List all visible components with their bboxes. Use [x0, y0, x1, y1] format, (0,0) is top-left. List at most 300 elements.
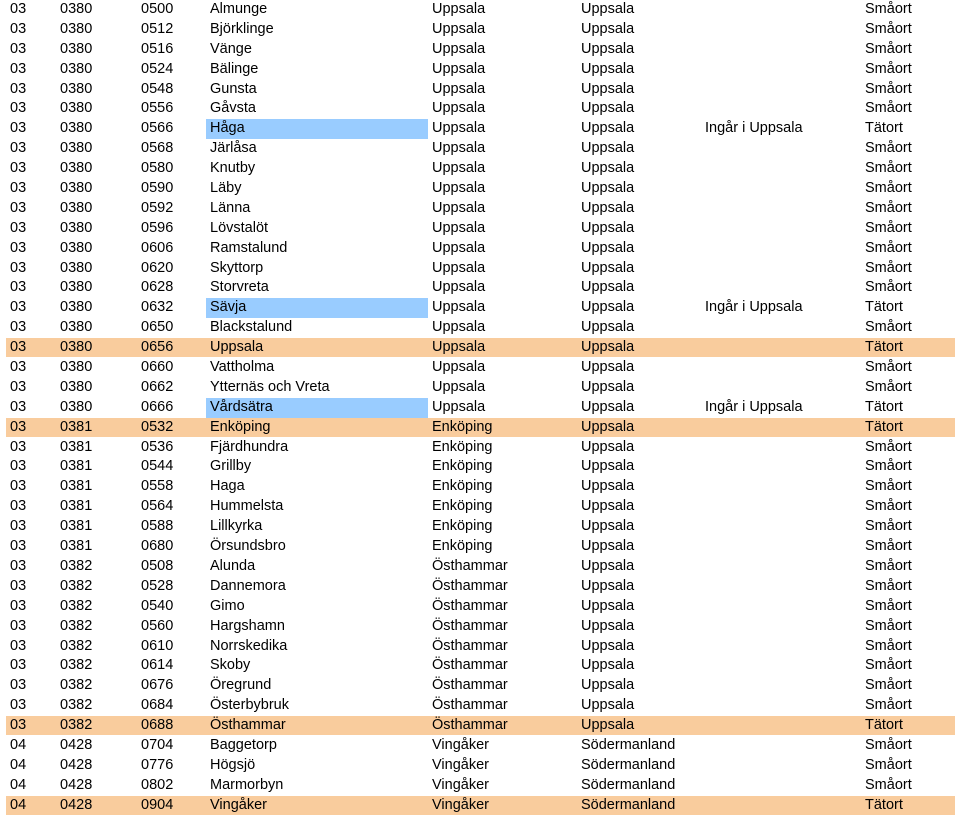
locality-type-cell: Tätort: [865, 418, 903, 435]
table-row: [0, 239, 960, 259]
table-row: [0, 20, 960, 40]
locality-name-cell: Vårdsätra: [206, 398, 428, 418]
municipality-name-cell: Enköping: [432, 438, 493, 455]
lan-code-cell: 03: [10, 498, 27, 515]
table-row: [0, 577, 960, 597]
note-cell: Ingår i Uppsala: [705, 120, 803, 137]
municipality-name-cell: Uppsala: [432, 100, 486, 117]
table-row: [6, 338, 955, 358]
municipality-name-cell: Östhammar: [432, 657, 508, 674]
locality-code-cell: 0676: [141, 677, 174, 694]
municipality-code-cell: 0382: [60, 637, 93, 654]
table-row: [0, 179, 960, 199]
locality-code-cell: 0512: [141, 20, 174, 37]
county-name-cell: Södermanland: [581, 776, 676, 793]
locality-type-cell: Småort: [865, 319, 912, 336]
municipality-code-cell: 0380: [60, 180, 93, 197]
county-name-cell: Uppsala: [581, 40, 635, 57]
lan-code-cell: 03: [10, 597, 27, 614]
locality-type-cell: Småort: [865, 60, 912, 77]
municipality-code-cell: 0380: [60, 1, 93, 17]
locality-code-cell: 0536: [141, 438, 174, 455]
table-row: [0, 159, 960, 179]
county-name-cell: Uppsala: [581, 1, 635, 17]
locality-code-cell: 0656: [141, 339, 174, 356]
lan-code-cell: 03: [10, 180, 27, 197]
lan-code-cell: 03: [10, 617, 27, 634]
locality-name-cell: Fjärdhundra: [210, 438, 289, 455]
municipality-name-cell: Östhammar: [432, 577, 508, 594]
municipality-name-cell: Enköping: [432, 458, 493, 475]
county-name-cell: Uppsala: [581, 418, 635, 435]
locality-name-cell: Blackstalund: [210, 319, 293, 336]
locality-name-cell: Björklinge: [210, 20, 274, 37]
locality-code-cell: 0628: [141, 279, 174, 296]
county-name-cell: Uppsala: [581, 577, 635, 594]
county-name-cell: Uppsala: [581, 557, 635, 574]
lan-code-cell: 03: [10, 577, 27, 594]
locality-code-cell: 0524: [141, 60, 174, 77]
table-row: [0, 199, 960, 219]
county-name-cell: Uppsala: [581, 717, 635, 734]
table-row: [0, 557, 960, 577]
lan-code-cell: 03: [10, 359, 27, 376]
locality-type-cell: Småort: [865, 736, 912, 753]
table-row: [0, 497, 960, 517]
county-name-cell: Uppsala: [581, 60, 635, 77]
locality-type-cell: Tätort: [865, 796, 903, 813]
lan-code-cell: 03: [10, 239, 27, 256]
municipality-name-cell: Östhammar: [432, 617, 508, 634]
table-row: [0, 278, 960, 298]
table-row: [0, 40, 960, 60]
municipality-code-cell: 0380: [60, 160, 93, 177]
locality-type-cell: Småort: [865, 279, 912, 296]
locality-code-cell: 0620: [141, 259, 174, 276]
locality-name-cell: Gimo: [210, 597, 245, 614]
locality-type-cell: Småort: [865, 438, 912, 455]
locality-type-cell: Småort: [865, 498, 912, 515]
municipality-code-cell: 0380: [60, 20, 93, 37]
municipality-code-cell: 0428: [60, 776, 93, 793]
municipality-code-cell: 0381: [60, 498, 93, 515]
municipality-code-cell: 0380: [60, 100, 93, 117]
locality-name-cell: Örsundsbro: [210, 538, 286, 555]
locality-name-cell: Knutby: [210, 160, 256, 177]
municipality-code-cell: 0382: [60, 557, 93, 574]
lan-code-cell: 03: [10, 20, 27, 37]
locality-name-cell: Enköping: [210, 418, 271, 435]
locality-type-cell: Småort: [865, 538, 912, 555]
municipality-name-cell: Östhammar: [432, 597, 508, 614]
lan-code-cell: 03: [10, 458, 27, 475]
municipality-code-cell: 0380: [60, 378, 93, 395]
municipality-name-cell: Uppsala: [432, 378, 486, 395]
municipality-code-cell: 0382: [60, 617, 93, 634]
lan-code-cell: 03: [10, 279, 27, 296]
locality-type-cell: Småort: [865, 199, 912, 216]
locality-type-cell: Tätort: [865, 299, 903, 316]
locality-code-cell: 0580: [141, 160, 174, 177]
county-name-cell: Uppsala: [581, 697, 635, 714]
lan-code-cell: 03: [10, 697, 27, 714]
municipality-name-cell: Östhammar: [432, 637, 508, 654]
municipality-name-cell: Enköping: [432, 418, 493, 435]
locality-code-cell: 0610: [141, 637, 174, 654]
municipality-code-cell: 0382: [60, 597, 93, 614]
lan-code-cell: 03: [10, 518, 27, 535]
county-name-cell: Uppsala: [581, 498, 635, 515]
lan-code-cell: 03: [10, 40, 27, 57]
lan-code-cell: 03: [10, 80, 27, 97]
locality-name-cell: Dannemora: [210, 577, 286, 594]
locality-name-cell: Öregrund: [210, 677, 272, 694]
table-row: [0, 676, 960, 696]
table-row: [0, 378, 960, 398]
county-name-cell: Uppsala: [581, 219, 635, 236]
lan-code-cell: 03: [10, 557, 27, 574]
county-name-cell: Uppsala: [581, 319, 635, 336]
locality-name-cell: Marmorbyn: [210, 776, 284, 793]
table-row: [0, 736, 960, 756]
locality-code-cell: 0500: [141, 1, 174, 17]
municipality-code-cell: 0381: [60, 418, 93, 435]
locality-name-cell: Lövstalöt: [210, 219, 269, 236]
municipality-code-cell: 0382: [60, 677, 93, 694]
note-cell: Ingår i Uppsala: [705, 398, 803, 415]
locality-name-cell: Gunsta: [210, 80, 257, 97]
table-row: [0, 358, 960, 378]
municipality-code-cell: 0380: [60, 339, 93, 356]
municipality-name-cell: Vingåker: [432, 796, 489, 813]
locality-type-cell: Tätort: [865, 339, 903, 356]
county-name-cell: Uppsala: [581, 80, 635, 97]
municipality-name-cell: Enköping: [432, 478, 493, 495]
locality-type-cell: Småort: [865, 518, 912, 535]
county-name-cell: Södermanland: [581, 736, 676, 753]
table-row: [0, 637, 960, 657]
locality-code-cell: 0528: [141, 577, 174, 594]
municipality-code-cell: 0428: [60, 736, 93, 753]
locality-type-cell: Småort: [865, 637, 912, 654]
municipality-name-cell: Uppsala: [432, 60, 486, 77]
municipality-name-cell: Uppsala: [432, 120, 486, 137]
locality-code-cell: 0776: [141, 756, 174, 773]
municipality-code-cell: 0380: [60, 299, 93, 316]
locality-name-cell: Håga: [206, 119, 428, 139]
locality-type-cell: Småort: [865, 359, 912, 376]
table-row: [0, 139, 960, 159]
municipality-name-cell: Uppsala: [432, 359, 486, 376]
table-row: [0, 656, 960, 676]
municipality-name-cell: Vingåker: [432, 756, 489, 773]
lan-code-cell: 03: [10, 319, 27, 336]
locality-type-cell: Småort: [865, 20, 912, 37]
municipality-code-cell: 0380: [60, 80, 93, 97]
lan-code-cell: 03: [10, 199, 27, 216]
locality-code-cell: 0680: [141, 538, 174, 555]
locality-name-cell: Vattholma: [210, 359, 275, 376]
municipality-code-cell: 0381: [60, 478, 93, 495]
municipality-name-cell: Uppsala: [432, 80, 486, 97]
lan-code-cell: 03: [10, 299, 27, 316]
municipality-name-cell: Östhammar: [432, 717, 508, 734]
municipality-name-cell: Uppsala: [432, 259, 486, 276]
county-name-cell: Uppsala: [581, 100, 635, 117]
county-name-cell: Uppsala: [581, 518, 635, 535]
county-name-cell: Uppsala: [581, 597, 635, 614]
lan-code-cell: 03: [10, 378, 27, 395]
locality-code-cell: 0590: [141, 180, 174, 197]
county-name-cell: Uppsala: [581, 20, 635, 37]
lan-code-cell: 03: [10, 60, 27, 77]
locality-type-cell: Småort: [865, 100, 912, 117]
county-name-cell: Uppsala: [581, 458, 635, 475]
locality-code-cell: 0544: [141, 458, 174, 475]
locality-type-cell: Småort: [865, 40, 912, 57]
locality-code-cell: 0588: [141, 518, 174, 535]
lan-code-cell: 03: [10, 677, 27, 694]
locality-code-cell: 0662: [141, 378, 174, 395]
county-name-cell: Uppsala: [581, 259, 635, 276]
municipality-code-cell: 0380: [60, 120, 93, 137]
lan-code-cell: 03: [10, 339, 27, 356]
table-row: [0, 298, 960, 318]
locality-type-cell: Småort: [865, 239, 912, 256]
locality-code-cell: 0650: [141, 319, 174, 336]
locality-name-cell: Ytternäs och Vreta: [210, 378, 330, 395]
table-row: [0, 0, 960, 20]
table-row: [0, 318, 960, 338]
municipality-name-cell: Vingåker: [432, 776, 489, 793]
locality-name-cell: Almunge: [210, 1, 268, 17]
locality-name-cell: Skyttorp: [210, 259, 264, 276]
locality-type-cell: Småort: [865, 557, 912, 574]
municipality-name-cell: Uppsala: [432, 219, 486, 236]
municipality-code-cell: 0380: [60, 319, 93, 336]
municipality-name-cell: Östhammar: [432, 697, 508, 714]
locality-code-cell: 0666: [141, 398, 174, 415]
municipality-code-cell: 0381: [60, 438, 93, 455]
table-row: [0, 99, 960, 119]
lan-code-cell: 04: [10, 756, 27, 773]
municipality-code-cell: 0380: [60, 279, 93, 296]
county-name-cell: Uppsala: [581, 299, 635, 316]
table-row: [0, 537, 960, 557]
table-row: [0, 219, 960, 239]
municipality-name-cell: Uppsala: [432, 299, 486, 316]
municipality-name-cell: Östhammar: [432, 677, 508, 694]
county-name-cell: Uppsala: [581, 677, 635, 694]
municipality-code-cell: 0382: [60, 697, 93, 714]
table-row: [6, 418, 955, 438]
locality-type-cell: Tätort: [865, 120, 903, 137]
municipality-name-cell: Östhammar: [432, 557, 508, 574]
table-row: [0, 696, 960, 716]
locality-name-cell: Skoby: [210, 657, 251, 674]
locality-code-cell: 0660: [141, 359, 174, 376]
locality-type-cell: Småort: [865, 756, 912, 773]
municipality-code-cell: 0380: [60, 219, 93, 236]
lan-code-cell: 03: [10, 418, 27, 435]
county-name-cell: Uppsala: [581, 617, 635, 634]
table-row: [0, 617, 960, 637]
locality-code-cell: 0614: [141, 657, 174, 674]
lan-code-cell: 03: [10, 160, 27, 177]
municipality-code-cell: 0381: [60, 538, 93, 555]
locality-code-cell: 0632: [141, 299, 174, 316]
lan-code-cell: 03: [10, 100, 27, 117]
county-name-cell: Uppsala: [581, 478, 635, 495]
municipality-code-cell: 0380: [60, 359, 93, 376]
lan-code-cell: 03: [10, 438, 27, 455]
county-name-cell: Uppsala: [581, 398, 635, 415]
municipality-name-cell: Enköping: [432, 518, 493, 535]
table-row: [0, 517, 960, 537]
locality-type-cell: Småort: [865, 140, 912, 157]
locality-code-cell: 0556: [141, 100, 174, 117]
locality-type-cell: Småort: [865, 160, 912, 177]
locality-code-cell: 0540: [141, 597, 174, 614]
lan-code-cell: 03: [10, 398, 27, 415]
lan-code-cell: 03: [10, 219, 27, 236]
locality-code-cell: 0566: [141, 120, 174, 137]
locality-name-cell: Järlåsa: [210, 140, 257, 157]
locality-code-cell: 0508: [141, 557, 174, 574]
municipality-name-cell: Uppsala: [432, 398, 486, 415]
municipality-name-cell: Uppsala: [432, 279, 486, 296]
locality-type-cell: Småort: [865, 219, 912, 236]
lan-code-cell: 04: [10, 736, 27, 753]
table-row: [0, 119, 960, 139]
municipality-name-cell: Enköping: [432, 498, 493, 515]
table-row: [0, 597, 960, 617]
municipality-name-cell: Uppsala: [432, 160, 486, 177]
lan-code-cell: 03: [10, 538, 27, 555]
county-name-cell: Uppsala: [581, 657, 635, 674]
table-row: [0, 259, 960, 279]
county-name-cell: Uppsala: [581, 140, 635, 157]
municipality-code-cell: 0382: [60, 577, 93, 594]
municipality-code-cell: 0380: [60, 259, 93, 276]
municipality-code-cell: 0380: [60, 239, 93, 256]
locality-name-cell: Uppsala: [210, 339, 264, 356]
locality-code-cell: 0606: [141, 239, 174, 256]
municipality-code-cell: 0382: [60, 717, 93, 734]
lan-code-cell: 04: [10, 796, 27, 813]
table-row: [0, 477, 960, 497]
municipality-code-cell: 0428: [60, 756, 93, 773]
county-name-cell: Uppsala: [581, 199, 635, 216]
municipality-code-cell: 0381: [60, 518, 93, 535]
locality-code-cell: 0568: [141, 140, 174, 157]
locality-name-cell: Bälinge: [210, 60, 259, 77]
table-row: [0, 776, 960, 796]
locality-name-cell: Haga: [210, 478, 245, 495]
locality-name-cell: Vingåker: [210, 796, 267, 813]
municipality-name-cell: Uppsala: [432, 40, 486, 57]
table-row: [0, 398, 960, 418]
table-row: [0, 756, 960, 776]
locality-name-cell: Österbybruk: [210, 697, 289, 714]
municipality-name-cell: Vingåker: [432, 736, 489, 753]
locality-type-cell: Småort: [865, 597, 912, 614]
locality-name-cell: Lillkyrka: [210, 518, 263, 535]
locality-name-cell: Länna: [210, 199, 251, 216]
county-name-cell: Uppsala: [581, 180, 635, 197]
locality-name-cell: Hummelsta: [210, 498, 284, 515]
locality-type-cell: Småort: [865, 657, 912, 674]
locality-name-cell: Gåvsta: [210, 100, 256, 117]
table-row: [0, 457, 960, 477]
lan-code-cell: 03: [10, 1, 27, 17]
locality-code-cell: 0592: [141, 199, 174, 216]
table-row: [6, 716, 955, 736]
locality-code-cell: 0802: [141, 776, 174, 793]
municipality-name-cell: Uppsala: [432, 1, 486, 17]
county-name-cell: Södermanland: [581, 796, 676, 813]
locality-name-cell: Ramstalund: [210, 239, 288, 256]
municipality-code-cell: 0381: [60, 458, 93, 475]
table-row: [0, 438, 960, 458]
locality-code-cell: 0558: [141, 478, 174, 495]
locality-code-cell: 0596: [141, 219, 174, 236]
locality-code-cell: 0532: [141, 418, 174, 435]
note-cell: Ingår i Uppsala: [705, 299, 803, 316]
locality-code-cell: 0904: [141, 796, 174, 813]
county-name-cell: Uppsala: [581, 378, 635, 395]
municipality-name-cell: Enköping: [432, 538, 493, 555]
locality-type-cell: Småort: [865, 478, 912, 495]
locality-type-cell: Småort: [865, 577, 912, 594]
table-row: [0, 60, 960, 80]
lan-code-cell: 03: [10, 140, 27, 157]
municipality-code-cell: 0380: [60, 140, 93, 157]
locality-code-cell: 0684: [141, 697, 174, 714]
locality-type-cell: Småort: [865, 677, 912, 694]
county-name-cell: Uppsala: [581, 359, 635, 376]
lan-code-cell: 03: [10, 637, 27, 654]
lan-code-cell: 03: [10, 657, 27, 674]
locality-name-cell: Grillby: [210, 458, 252, 475]
table-row: [0, 80, 960, 100]
locality-code-cell: 0564: [141, 498, 174, 515]
county-name-cell: Uppsala: [581, 637, 635, 654]
municipality-name-cell: Uppsala: [432, 239, 486, 256]
municipality-code-cell: 0380: [60, 40, 93, 57]
county-name-cell: Uppsala: [581, 438, 635, 455]
municipality-name-cell: Uppsala: [432, 339, 486, 356]
locality-name-cell: Norrskedika: [210, 637, 288, 654]
locality-name-cell: Sävja: [206, 298, 428, 318]
locality-type-cell: Småort: [865, 1, 912, 17]
county-name-cell: Uppsala: [581, 120, 635, 137]
locality-name-cell: Storvreta: [210, 279, 269, 296]
locality-name-cell: Östhammar: [210, 717, 286, 734]
county-name-cell: Uppsala: [581, 160, 635, 177]
table-row: [6, 796, 955, 816]
locality-type-cell: Tätort: [865, 717, 903, 734]
locality-code-cell: 0548: [141, 80, 174, 97]
locality-type-cell: Småort: [865, 259, 912, 276]
locality-code-cell: 0688: [141, 717, 174, 734]
lan-code-cell: 03: [10, 478, 27, 495]
municipality-code-cell: 0380: [60, 199, 93, 216]
lan-code-cell: 03: [10, 259, 27, 276]
municipality-code-cell: 0382: [60, 657, 93, 674]
locality-type-cell: Småort: [865, 378, 912, 395]
locality-name-cell: Alunda: [210, 557, 256, 574]
